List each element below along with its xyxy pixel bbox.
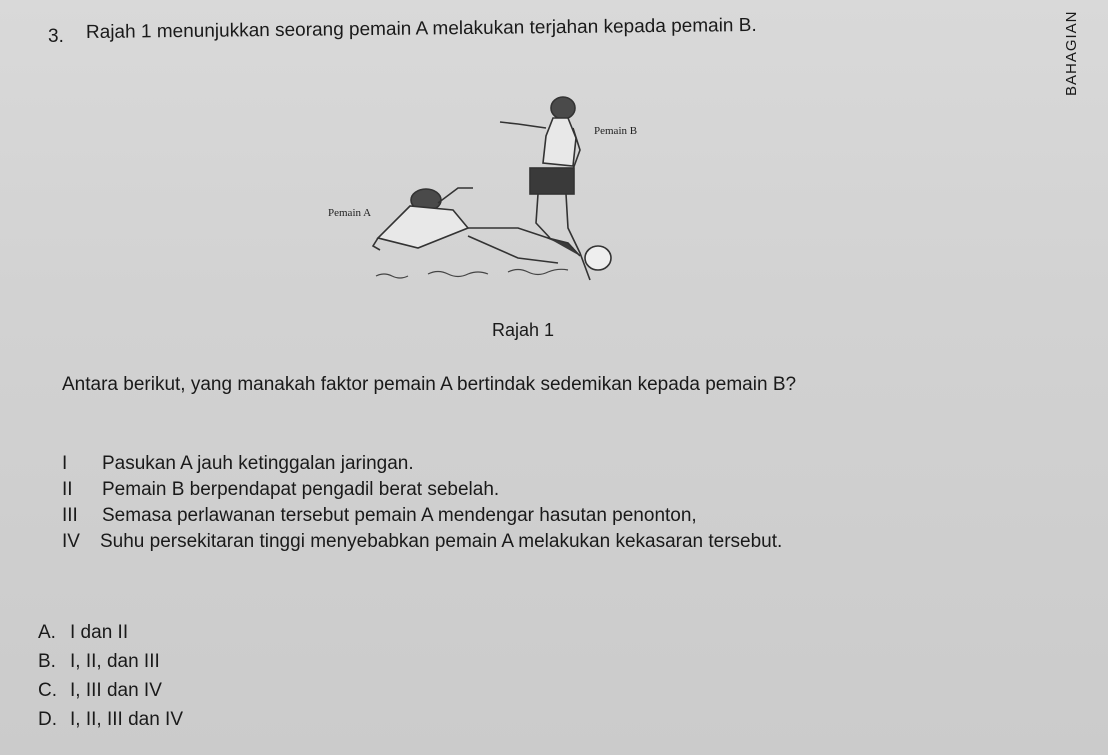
statement-roman: I: [62, 453, 68, 474]
label-pemain-b: Pemain B: [594, 125, 638, 137]
option-text: I dan II: [70, 622, 129, 643]
question-number: 3.: [48, 26, 64, 47]
statement-item: [62, 505, 1062, 529]
statement-roman: III: [62, 505, 78, 526]
statement-item: [62, 479, 1062, 503]
statement-text: Pemain B berpendapat pengadil berat sebelah.: [102, 479, 500, 500]
option-b[interactable]: [38, 651, 338, 675]
figure-caption: Rajah 1: [492, 320, 555, 340]
question-stem: Rajah 1 menunjukkan seorang pemain A melakukan terjahan kepada pemain B.: [85, 14, 757, 43]
statement-text: Pasukan A jauh ketinggalan jaringan.: [102, 453, 414, 474]
option-letter: C.: [38, 680, 57, 701]
grass-illustration: [376, 269, 568, 278]
statement-text: Suhu persekitaran tinggi menyebabkan pemain A melakukan kekasaran tersebut.: [100, 531, 783, 552]
option-letter: D.: [38, 709, 57, 730]
option-text: I, II, III dan IV: [70, 709, 183, 730]
figure-illustration: [318, 88, 638, 298]
option-d[interactable]: [38, 709, 338, 733]
label-pemain-a: Pemain A: [328, 207, 372, 219]
option-a[interactable]: [38, 622, 338, 646]
player-a-illustration: [373, 188, 580, 263]
statement-item: [62, 453, 1062, 477]
statement-roman: II: [62, 479, 73, 500]
option-letter: A.: [38, 622, 56, 643]
option-text: I, III dan IV: [70, 680, 162, 701]
section-tab: BAHAGIAN: [1063, 10, 1080, 96]
question-prompt: Antara berikut, yang manakah faktor pemain A bertindak sedemikan kepada pemain B?: [62, 374, 797, 395]
option-c[interactable]: [38, 680, 338, 704]
answer-options: [38, 622, 338, 742]
statement-roman: IV: [62, 531, 80, 552]
statement-item: [62, 531, 1082, 555]
statement-text: Semasa perlawanan tersebut pemain A mendengar hasutan penonton,: [102, 505, 697, 526]
option-letter: B.: [38, 651, 56, 672]
option-text: I, II, dan III: [70, 651, 160, 672]
statement-list: [62, 453, 1082, 573]
